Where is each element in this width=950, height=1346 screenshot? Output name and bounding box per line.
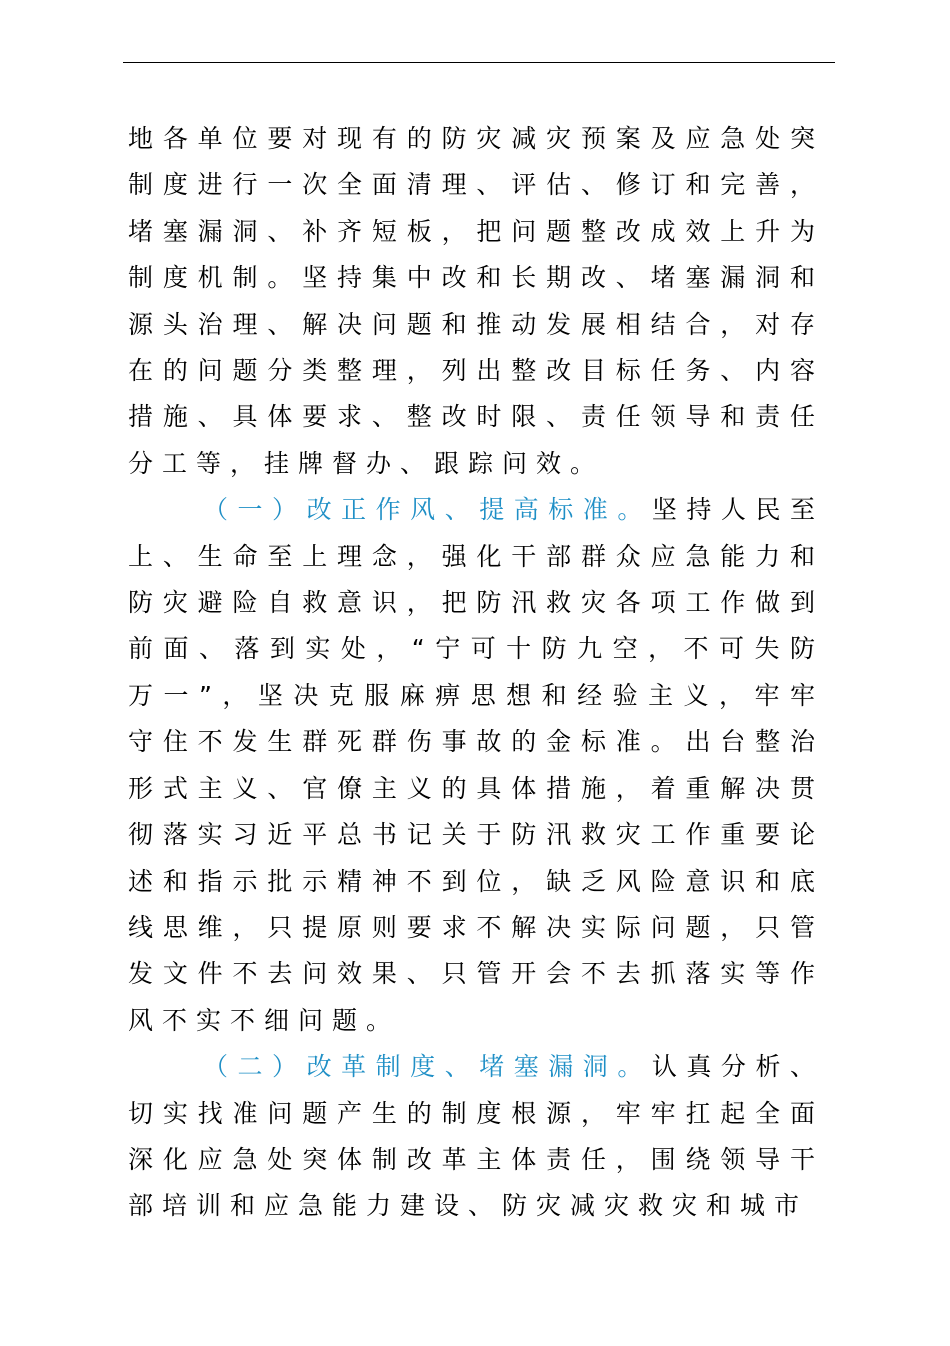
header-rule — [123, 62, 835, 63]
paragraph-body: 认真分析、切实找准问题产生的制度根源，牢牢扛起全面深化应急处突体制改革主体责任，围绕领导干部培训和应急能力建设、防灾减灾救灾和城市 — [128, 1052, 824, 1221]
paragraph-section-two — [128, 1044, 824, 1230]
section-heading: （二）改革制度、堵塞漏洞。 — [203, 1052, 652, 1082]
document-body — [128, 116, 824, 1230]
paragraph-section-one — [128, 487, 824, 1044]
paragraph-continuation — [128, 116, 824, 487]
paragraph-body: 地各单位要对现有的防灾减灾预案及应急处突制度进行一次全面清理、评估、修订和完善，堵塞漏洞、补齐短板，把问题整改成效上升为制度机制。坚持集中改和长期改、堵塞漏洞和源头治理、解决问题和推动发展相结合，对存在的问题分类整理，列出整改目标任务、内容措施、具体要求、整改时限、责任领导和责任分工等，挂牌督办、跟踪问效。 — [128, 124, 824, 478]
paragraph-body: 坚持人民至上、生命至上理念，强化干部群众应急能力和防灾避险自救意识，把防汛救灾各项工作做到前面、落到实处，“宁可十防九空，不可失防万一”，坚决克服麻痹思想和经验主义，牢牢守住不发生群死群伤事故的金标准。出台整治形式主义、官僚主义的具体措施，着重解决贯彻落实习近平总书记关于防汛救灾工作重要论述和指示批示精神不到位，缺乏风险意识和底线思维，只提原则要求不解决实际问题，只管发文件不去问效果、只管开会不去抓落实等作风不实不细问题。 — [128, 495, 824, 1035]
section-heading: （一）改正作风、提高标准。 — [203, 495, 652, 525]
